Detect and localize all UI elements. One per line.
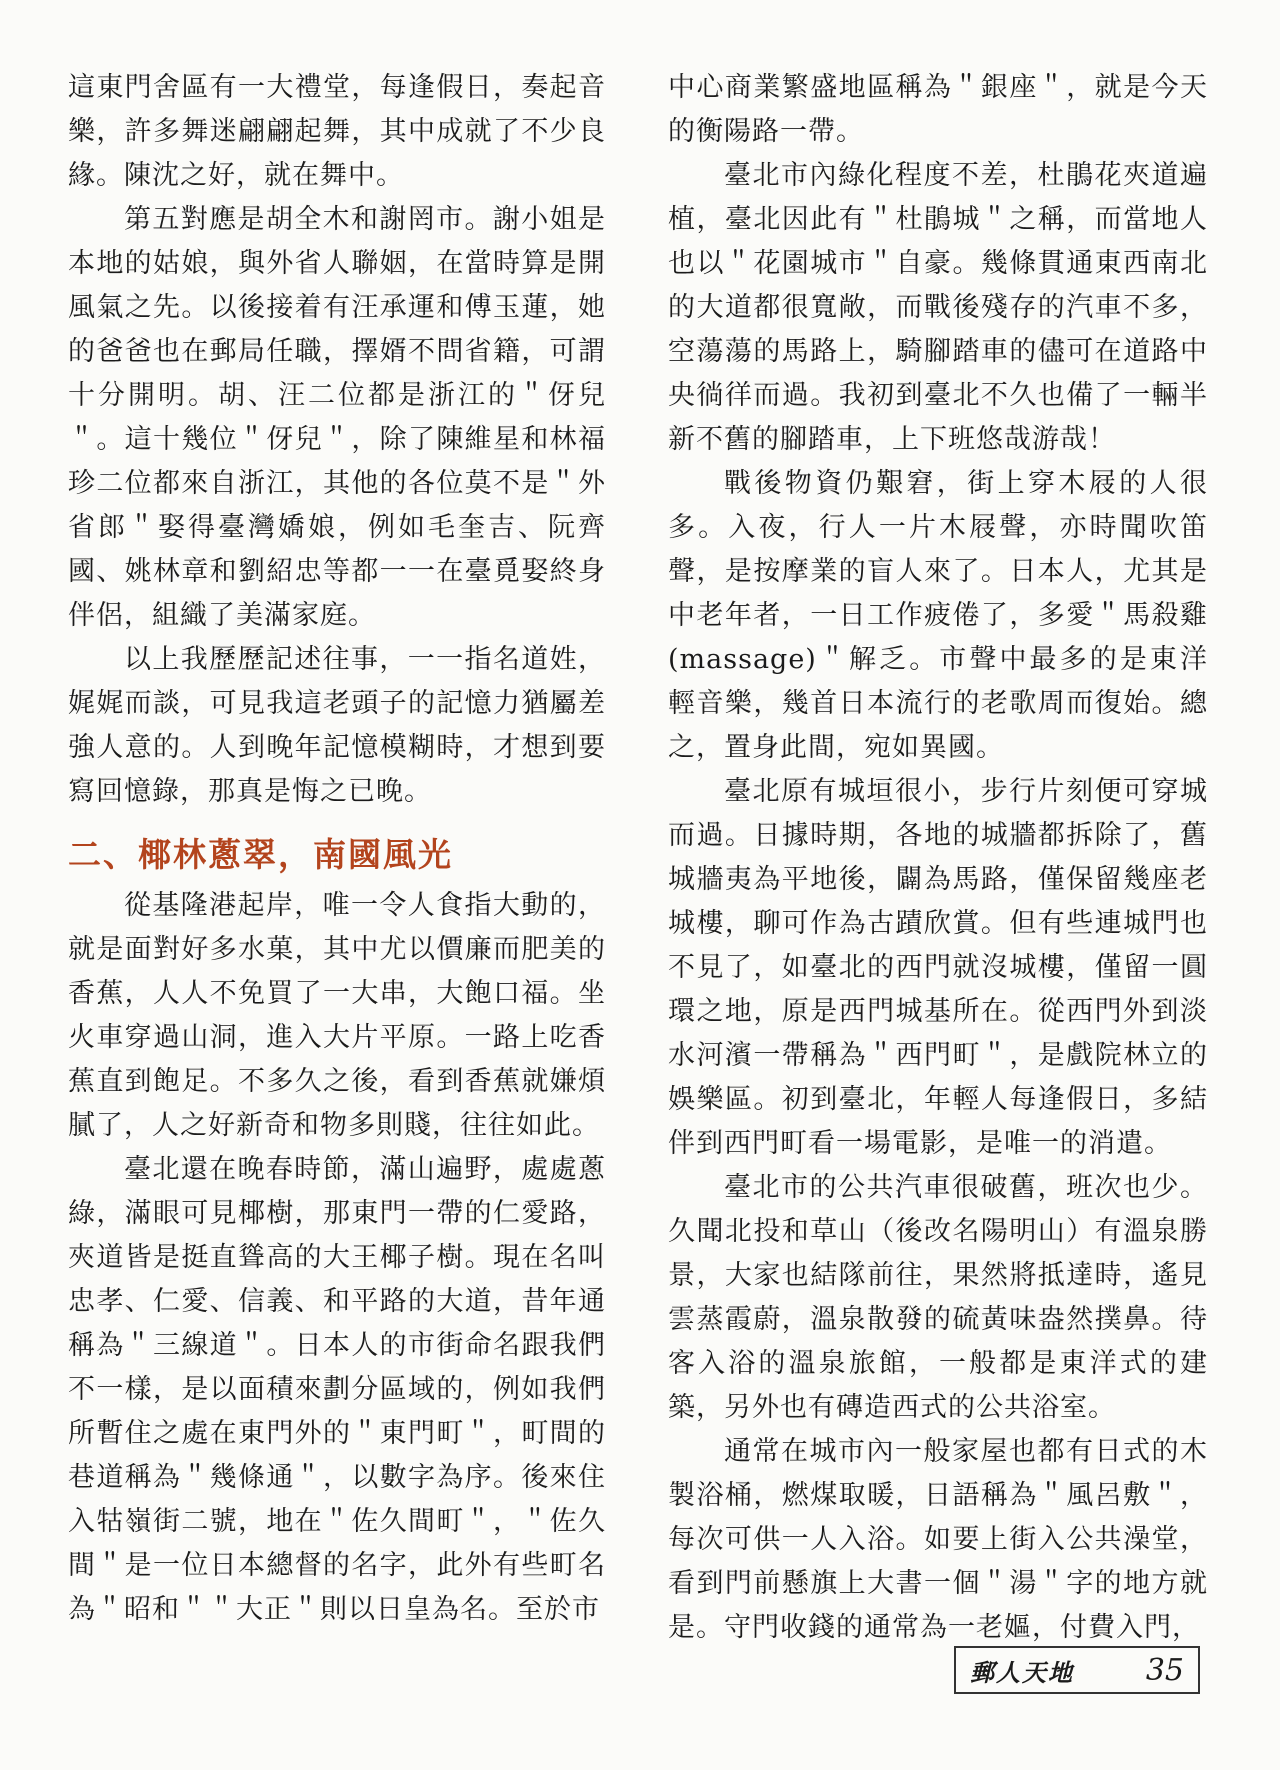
paragraph: 通常在城市內一般家屋也都有日式的木製浴桶，燃煤取暖，日語稱為＂風呂敷＂，每次可供一人入浴。如要上街入公共澡堂，看到門前懸旗上大書一個＂湯＂字的地方就是。守門收錢的通常為一老嫗，付費入門，	[668, 1436, 1208, 1643]
paragraph: 臺北原有城垣很小，步行片刻便可穿城而過。日據時期，各地的城牆都拆除了，舊城牆夷為平地後，闢為馬路，僅保留幾座老城樓，聊可作為古蹟欣賞。但有些連城門也不見了，如臺北的西門就沒城樓，僅留一圓環之地，原是西門城基所在。從西門外到淡水河濱一帶稱為＂西門町＂，是戲院林立的娛樂區。初到臺北，年輕人每逢假日，多結伴到西門町看一場電影，是唯一的消遣。	[668, 776, 1208, 1159]
paragraph: 這東門舍區有一大禮堂，每逢假日，奏起音樂，許多舞迷翩翩起舞，其中成就了不少良緣。陳沈之好，就在舞中。	[68, 72, 606, 191]
paragraph: 戰後物資仍艱窘，街上穿木屐的人很多。入夜，行人一片木屐聲，亦時聞吹笛聲，是按摩業的盲人來了。日本人，尤其是中老年者，一日工作疲倦了，多愛＂馬殺雞(massage)＂解乏。市聲中最多的是東洋輕音樂，幾首日本流行的老歌周而復始。總之，置身此間，宛如異國。	[668, 468, 1208, 763]
paragraph: 第五對應是胡全木和謝罔市。謝小姐是本地的姑娘，與外省人聯姻，在當時算是開風氣之先。以後接着有汪承運和傅玉蓮，她的爸爸也在郵局任職，擇婿不問省籍，可謂十分開明。胡、汪二位都是浙江的＂伢兒＂。這十幾位＂伢兒＂，除了陳維星和林福珍二位都來自浙江，其他的各位莫不是＂外省郎＂娶得臺灣嬌娘，例如毛奎吉、阮齊國、姚林章和劉紹忠等都一一在臺覓娶終身伴侶，組織了美滿家庭。	[68, 204, 606, 631]
paragraph: 從基隆港起岸，唯一令人食指大動的，就是面對好多水菓，其中尤以價廉而肥美的香蕉，人人不免買了一大串，大飽口福。坐火車穿過山洞，進入大片平原。一路上吃香蕉直到飽足。不多久之後，看到香蕉就嫌煩膩了，人之好新奇和物多則賤，往往如此。	[68, 890, 606, 1141]
paragraph: 以上我歷歷記述往事，一一指名道姓，娓娓而談，可見我這老頭子的記憶力猶屬差強人意的。人到晚年記憶模糊時，才想到要寫回憶錄，那真是悔之已晚。	[68, 644, 606, 807]
right-column	[668, 66, 1208, 1650]
page-number: 35	[1145, 1652, 1184, 1688]
section-heading: 二、椰林蔥翠，南國風光	[68, 835, 453, 874]
paragraph: 臺北市內綠化程度不差，杜鵑花夾道遍植，臺北因此有＂杜鵑城＂之稱，而當地人也以＂花園城市＂自豪。幾條貫通東西南北的大道都很寬敞，而戰後殘存的汽車不多，空蕩蕩的馬路上，騎腳踏車的儘可在道路中央徜徉而過。我初到臺北不久也備了一輛半新不舊的腳踏車，上下班悠哉游哉！	[668, 160, 1208, 455]
page-footer	[954, 1646, 1200, 1694]
magazine-name: 郵人天地	[970, 1658, 1074, 1687]
left-column	[68, 66, 606, 1632]
paragraph: 臺北還在晚春時節，滿山遍野，處處蔥綠，滿眼可見椰樹，那東門一帶的仁愛路，夾道皆是挺直聳高的大王椰子樹。現在名叫忠孝、仁愛、信義、和平路的大道，昔年通稱為＂三線道＂。日本人的市街命名跟我們不一樣，是以面積來劃分區域的，例如我們所暫住之處在東門外的＂東門町＂，町間的巷道稱為＂幾條通＂，以數字為序。後來住入牯嶺街二號，地在＂佐久間町＂，＂佐久間＂是一位日本總督的名字，此外有些町名為＂昭和＂＂大正＂則以日皇為名。至於市	[68, 1154, 606, 1625]
paragraph: 中心商業繁盛地區稱為＂銀座＂，就是今天的衡陽路一帶。	[668, 72, 1208, 147]
paragraph: 臺北市的公共汽車很破舊，班次也少。久聞北投和草山（後改名陽明山）有溫泉勝景，大家也結隊前往，果然將抵達時，遙見雲蒸霞蔚，溫泉散發的硫黃味盎然撲鼻。待客入浴的溫泉旅館，一般都是東洋式的建築，另外也有磚造西式的公共浴室。	[668, 1172, 1208, 1423]
